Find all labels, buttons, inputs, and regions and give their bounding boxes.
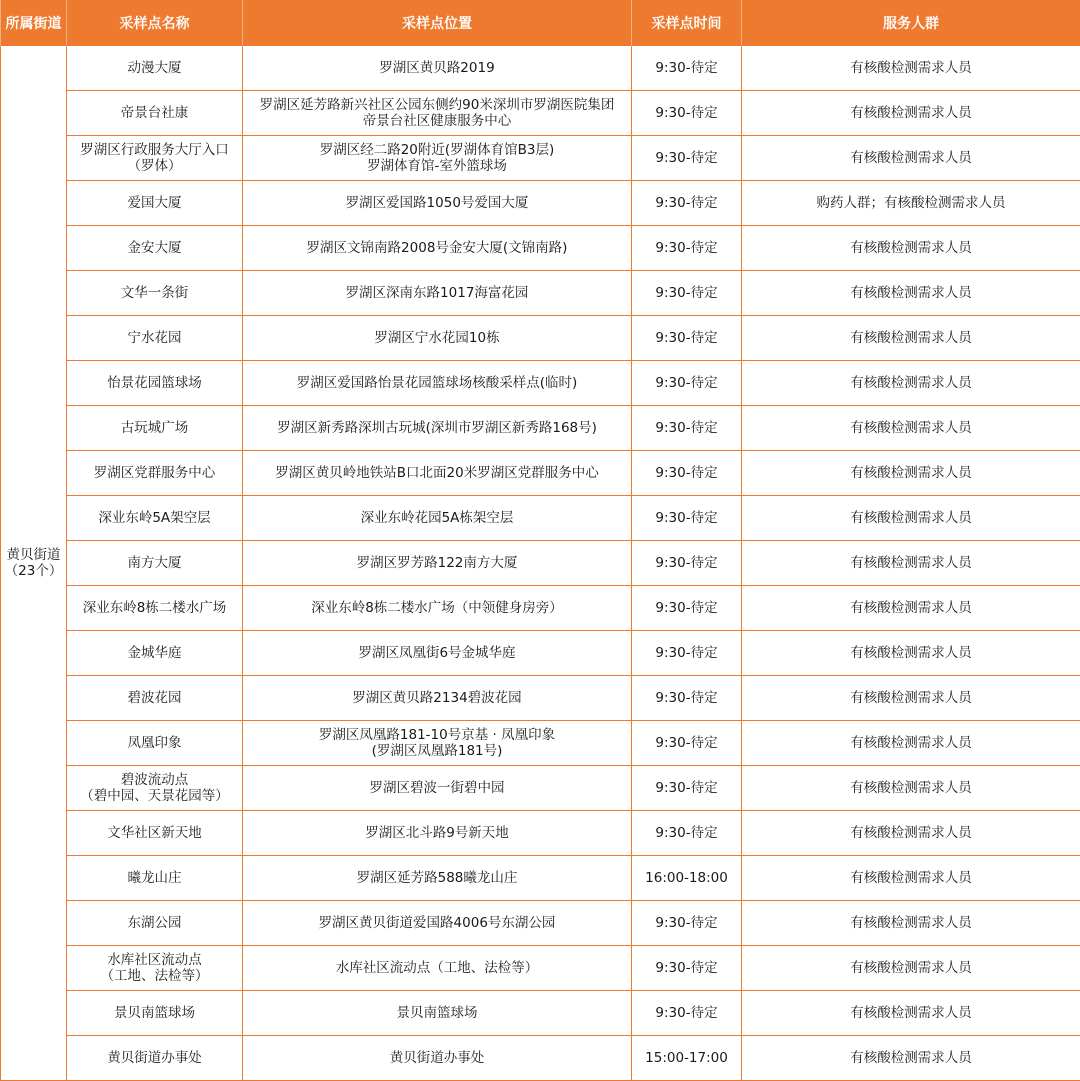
site-location-cell: 罗湖区宁水花园10栋 (243, 316, 632, 361)
site-time-cell: 9:30-待定 (632, 136, 742, 181)
site-location-cell: 罗湖区凤凰路181-10号京基 · 凤凰印象 (罗湖区凤凰路181号) (243, 721, 632, 766)
header-site-name: 采样点名称 (67, 0, 243, 46)
site-time-cell: 9:30-待定 (632, 766, 742, 811)
site-time-cell: 9:30-待定 (632, 676, 742, 721)
site-name-cell: 罗湖区党群服务中心 (67, 451, 243, 496)
table-row (1, 541, 1080, 586)
table-row (1, 316, 1080, 361)
site-name-cell: 碧波流动点 （碧中园、天景花园等） (67, 766, 243, 811)
table-row (1, 676, 1080, 721)
service-group-cell: 购药人群；有核酸检测需求人员 (742, 181, 1080, 226)
table-row (1, 991, 1080, 1036)
table-row (1, 631, 1080, 676)
site-time-cell: 9:30-待定 (632, 721, 742, 766)
table-row (1, 496, 1080, 541)
site-location-cell: 景贝南篮球场 (243, 991, 632, 1036)
site-location-cell: 罗湖区凤凰街6号金城华庭 (243, 631, 632, 676)
table-row (1, 91, 1080, 136)
table-body (1, 46, 1080, 1081)
site-location-cell: 罗湖区延芳路新兴社区公园东侧约90米深圳市罗湖医院集团 帝景台社区健康服务中心 (243, 91, 632, 136)
service-group-cell: 有核酸检测需求人员 (742, 91, 1080, 136)
site-location-cell: 黄贝街道办事处 (243, 1036, 632, 1081)
site-time-cell: 9:30-待定 (632, 91, 742, 136)
service-group-cell: 有核酸检测需求人员 (742, 136, 1080, 181)
site-location-cell: 罗湖区爱国路怡景花园篮球场核酸采样点(临时) (243, 361, 632, 406)
service-group-cell: 有核酸检测需求人员 (742, 46, 1080, 91)
table-row (1, 766, 1080, 811)
table-row (1, 901, 1080, 946)
table-row (1, 811, 1080, 856)
table-row (1, 46, 1080, 91)
street-cell: 黄贝街道 （23个） (1, 46, 67, 1081)
site-name-cell: 怡景花园篮球场 (67, 361, 243, 406)
site-location-cell: 罗湖区黄贝岭地铁站B口北面20米罗湖区党群服务中心 (243, 451, 632, 496)
site-location-cell: 罗湖区碧波一街碧中园 (243, 766, 632, 811)
header-service-group: 服务人群 (742, 0, 1080, 46)
site-location-cell: 罗湖区黄贝街道爱国路4006号东湖公园 (243, 901, 632, 946)
site-time-cell: 9:30-待定 (632, 451, 742, 496)
site-location-cell: 罗湖区爱国路1050号爱国大厦 (243, 181, 632, 226)
service-group-cell: 有核酸检测需求人员 (742, 856, 1080, 901)
site-time-cell: 15:00-17:00 (632, 1036, 742, 1081)
table-row (1, 181, 1080, 226)
table-row (1, 856, 1080, 901)
site-name-cell: 爱国大厦 (67, 181, 243, 226)
site-time-cell: 9:30-待定 (632, 271, 742, 316)
site-time-cell: 9:30-待定 (632, 316, 742, 361)
service-group-cell: 有核酸检测需求人员 (742, 316, 1080, 361)
service-group-cell: 有核酸检测需求人员 (742, 946, 1080, 991)
header-street: 所属街道 (1, 0, 67, 46)
service-group-cell: 有核酸检测需求人员 (742, 451, 1080, 496)
service-group-cell: 有核酸检测需求人员 (742, 541, 1080, 586)
site-location-cell: 罗湖区黄贝路2019 (243, 46, 632, 91)
site-location-cell: 深业东岭8栋二楼水广场（中领健身房旁） (243, 586, 632, 631)
header-site-time: 采样点时间 (632, 0, 742, 46)
service-group-cell: 有核酸检测需求人员 (742, 721, 1080, 766)
site-name-cell: 东湖公园 (67, 901, 243, 946)
site-name-cell: 金安大厦 (67, 226, 243, 271)
site-name-cell: 南方大厦 (67, 541, 243, 586)
site-name-cell: 深业东岭8栋二楼水广场 (67, 586, 243, 631)
service-group-cell: 有核酸检测需求人员 (742, 226, 1080, 271)
service-group-cell: 有核酸检测需求人员 (742, 361, 1080, 406)
site-name-cell: 凤凰印象 (67, 721, 243, 766)
table-row (1, 586, 1080, 631)
service-group-cell: 有核酸检测需求人员 (742, 811, 1080, 856)
site-location-cell: 罗湖区深南东路1017海富花园 (243, 271, 632, 316)
site-name-cell: 水库社区流动点 （工地、法检等） (67, 946, 243, 991)
site-name-cell: 曦龙山庄 (67, 856, 243, 901)
table-row (1, 271, 1080, 316)
site-time-cell: 9:30-待定 (632, 946, 742, 991)
site-time-cell: 9:30-待定 (632, 496, 742, 541)
site-location-cell: 罗湖区北斗路9号新天地 (243, 811, 632, 856)
service-group-cell: 有核酸检测需求人员 (742, 766, 1080, 811)
site-name-cell: 动漫大厦 (67, 46, 243, 91)
site-name-cell: 古玩城广场 (67, 406, 243, 451)
site-location-cell: 深业东岭花园5A栋架空层 (243, 496, 632, 541)
site-location-cell: 罗湖区延芳路588曦龙山庄 (243, 856, 632, 901)
site-time-cell: 9:30-待定 (632, 901, 742, 946)
site-time-cell: 9:30-待定 (632, 181, 742, 226)
site-name-cell: 罗湖区行政服务大厅入口 （罗体） (67, 136, 243, 181)
site-name-cell: 碧波花园 (67, 676, 243, 721)
site-name-cell: 宁水花园 (67, 316, 243, 361)
site-name-cell: 帝景台社康 (67, 91, 243, 136)
table-row (1, 136, 1080, 181)
service-group-cell: 有核酸检测需求人员 (742, 901, 1080, 946)
site-time-cell: 16:00-18:00 (632, 856, 742, 901)
site-name-cell: 深业东岭5A架空层 (67, 496, 243, 541)
site-time-cell: 9:30-待定 (632, 631, 742, 676)
service-group-cell: 有核酸检测需求人员 (742, 496, 1080, 541)
table-header (1, 0, 1080, 46)
site-name-cell: 文华一条街 (67, 271, 243, 316)
site-time-cell: 9:30-待定 (632, 991, 742, 1036)
site-name-cell: 文华社区新天地 (67, 811, 243, 856)
site-location-cell: 罗湖区新秀路深圳古玩城(深圳市罗湖区新秀路168号) (243, 406, 632, 451)
service-group-cell: 有核酸检测需求人员 (742, 676, 1080, 721)
site-time-cell: 9:30-待定 (632, 811, 742, 856)
table-row (1, 946, 1080, 991)
table-row (1, 361, 1080, 406)
table-row (1, 406, 1080, 451)
service-group-cell: 有核酸检测需求人员 (742, 1036, 1080, 1081)
site-time-cell: 9:30-待定 (632, 541, 742, 586)
table-row (1, 721, 1080, 766)
service-group-cell: 有核酸检测需求人员 (742, 991, 1080, 1036)
service-group-cell: 有核酸检测需求人员 (742, 631, 1080, 676)
site-location-cell: 罗湖区罗芳路122南方大厦 (243, 541, 632, 586)
header-row (1, 0, 1080, 46)
service-group-cell: 有核酸检测需求人员 (742, 586, 1080, 631)
site-name-cell: 景贝南篮球场 (67, 991, 243, 1036)
site-time-cell: 9:30-待定 (632, 226, 742, 271)
site-time-cell: 9:30-待定 (632, 46, 742, 91)
site-time-cell: 9:30-待定 (632, 406, 742, 451)
table-row (1, 451, 1080, 496)
site-time-cell: 9:30-待定 (632, 361, 742, 406)
table-row (1, 226, 1080, 271)
site-location-cell: 罗湖区黄贝路2134碧波花园 (243, 676, 632, 721)
service-group-cell: 有核酸检测需求人员 (742, 271, 1080, 316)
site-name-cell: 金城华庭 (67, 631, 243, 676)
header-site-location: 采样点位置 (243, 0, 632, 46)
site-name-cell: 黄贝街道办事处 (67, 1036, 243, 1081)
service-group-cell: 有核酸检测需求人员 (742, 406, 1080, 451)
site-location-cell: 水库社区流动点（工地、法检等） (243, 946, 632, 991)
table-row (1, 1036, 1080, 1081)
site-location-cell: 罗湖区文锦南路2008号金安大厦(文锦南路) (243, 226, 632, 271)
site-time-cell: 9:30-待定 (632, 586, 742, 631)
site-location-cell: 罗湖区经二路20附近(罗湖体育馆B3层) 罗湖体育馆-室外篮球场 (243, 136, 632, 181)
